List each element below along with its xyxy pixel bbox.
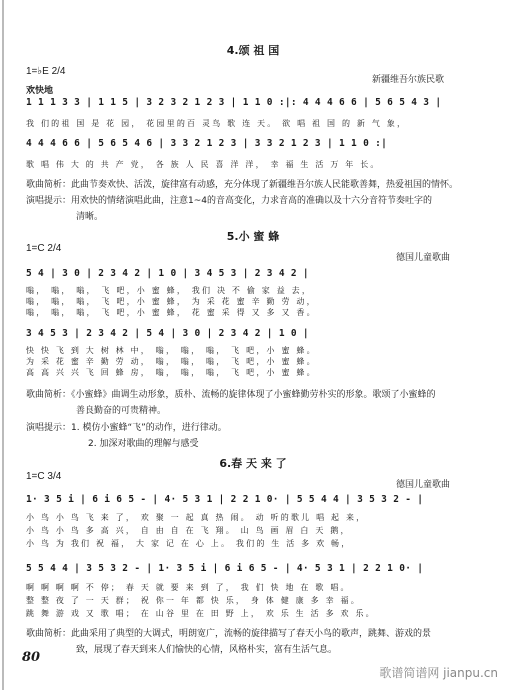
singing-tips-4: 演唱提示：用欢快的情绪演唱此曲，注意1~4的音高变化，力求音高的准确以及十六分音符节奏吐字的 <box>26 196 432 206</box>
notation-line-5-1: 5 4 | 3 0 | 2 3 4 2 | 1 0 | 3 4 5 3 | 2 3 4 2 | <box>26 268 309 279</box>
song-origin-5: 德国儿童歌曲 <box>396 253 451 263</box>
lyric-line-4-2: 歌 唱 伟 大 的 共 产 党， 各 族 人 民 喜 洋 洋， 幸 福 生 活 万 年 长。 <box>26 160 381 169</box>
lyric-line-4-1: 我 们的祖 国 是 花 园， 花园里的百 灵鸟 歌 连 天。 欲 唱 祖 国 的 新 气 象， <box>26 119 408 128</box>
singing-tips-5-1: 演唱提示：1. 模仿小蜜蜂“飞”的动作，进行律动。 <box>26 423 227 433</box>
key-signature-5: 1=C 2/4 <box>26 243 62 254</box>
key-signature-6: 1=C 3/4 <box>26 471 62 482</box>
lyric-line-5-2b: 为 采 花 蜜 辛 勤 劳 动， 嗡， 嗡， 嗡， 飞 吧，小 蜜 蜂。 <box>26 357 317 366</box>
tempo-marking: 欢快地 <box>26 86 54 96</box>
lyric-line-6-2a: 啊 啊 啊 啊 不 停； 春 天 就 要 来 到 了， 我 们 快 地 在 歌 唱。 <box>26 583 351 592</box>
lyric-line-6-2c: 跳 舞 游 戏 又 歌 唱； 在 山谷 里 在 田 野 上， 欢 乐 生 活 多 欢 乐。 <box>26 609 376 618</box>
song-analysis-6: 歌曲简析：此曲采用了典型的大调式，明朗宽广，流畅的旋律描写了春天小鸟的歌声，跳舞、游戏的景 <box>26 629 432 639</box>
lyric-line-6-1b: 小 鸟 小 鸟 多 高 兴， 自 由 自 在 飞 翔。 山 鸟 画 眉 白 天 鹅， <box>26 526 351 535</box>
lyric-line-5-2a: 快 快 飞 到 大 树 林 中， 嗡， 嗡， 嗡， 飞 吧，小 蜜 蜂。 <box>26 346 317 355</box>
song-title-4: 4.颂 祖 国 <box>226 44 280 57</box>
song-analysis-4: 歌曲简析：此曲节奏欢快、活泼，旋律富有动感，充分体现了新疆维吾尔族人民能歌善舞，热爱祖国的情怀。 <box>26 180 459 190</box>
song-origin-6: 德国儿童歌曲 <box>396 480 451 490</box>
song-title-6: 6.春 天 来 了 <box>219 457 287 470</box>
lyric-line-6-2b: 整 整 夜 了 一 天 群； 祝 你一 年 都 快 乐， 身 体 健 康 多 幸 福。 <box>26 596 361 605</box>
song-analysis-5: 歌曲简析：《小蜜蜂》曲调生动形象，质朴、流畅的旋律体现了小蜜蜂勤劳朴实的形象。歌颂了小蜜蜂的 <box>26 390 436 400</box>
key-signature-4: 1=♭E 2/4 <box>26 66 66 77</box>
lyric-line-5-1a: 嗡， 嗡， 嗡， 飞 吧，小 蜜 蜂， 我们 决 不 偷 家 益 去， <box>26 286 313 295</box>
singing-tips-5-2: 2. 加深对歌曲的理解与感受 <box>88 439 199 449</box>
page-edge <box>2 0 4 690</box>
watermark: 歌谱简谱网 jianpu.cn <box>379 666 498 680</box>
lyric-line-5-1b: 嗡， 嗡， 嗡， 飞 吧，小 蜜 蜂， 为 采 花 蜜 辛 勤 劳 动， <box>26 297 317 306</box>
song-analysis-6-cont: 致，展现了春天到来人们愉快的心情，风格朴实，富有生活气息。 <box>76 645 338 655</box>
notation-line-6-2: 5 5 4 4 | 3 5 3 2 - | 1· 3 5 i | 6 i 6 5 - | 4· 5 3 1 | 2 2 1 0· | <box>26 563 424 574</box>
notation-line-5-2: 3 4 5 3 | 2 3 4 2 | 5 4 | 3 0 | 2 3 4 2 | 1 0 | <box>26 328 309 339</box>
lyric-line-6-1c: 小 鸟 为 我们 祝 福， 大 家 记 在 心 上。 我们的 生 活 多 欢 畅， <box>26 539 352 548</box>
notation-line-6-1: 1· 3 5 i | 6 i 6 5 - | 4· 5 3 1 | 2 2 1 0· | 5 5 4 4 | 3 5 3 2 - | <box>26 494 424 505</box>
notation-line-4-1: 1 1 1 3 3 | 1 1 5 | 3 2 3 2 1 2 3 | 1 1 0 :|: 4 4 4 6 6 | 5 6 5 4 3 | <box>26 97 442 108</box>
notation-line-4-2: 4 4 4 6 6 | 5 6 5 4 6 | 3 3 2 1 2 3 | 3 3 2 1 2 3 | 1 1 0 :| <box>26 138 388 149</box>
song-origin-4: 新疆维吾尔族民歌 <box>372 75 445 85</box>
lyric-line-5-1c: 嗡， 嗡， 嗡， 飞 吧，小 蜜 蜂， 花 蜜 采 得 又 多 又 香。 <box>26 308 317 317</box>
lyric-line-6-1a: 小 鸟 小 鸟 飞 来 了， 欢 聚 一 起 真 热 闹。 动 听的歌儿 唱 起 来， <box>26 513 367 522</box>
singing-tips-4-cont: 清晰。 <box>76 212 104 222</box>
song-title-5: 5.小 蜜 蜂 <box>226 230 280 243</box>
lyric-line-5-2c: 高 高 兴 兴 飞 回 蜂 房， 嗡， 嗡， 嗡， 飞 吧，小 蜜 蜂。 <box>26 368 317 377</box>
page-number: 80 <box>22 650 41 665</box>
song-analysis-5-cont: 善良勤奋的可贵精神。 <box>76 406 167 416</box>
